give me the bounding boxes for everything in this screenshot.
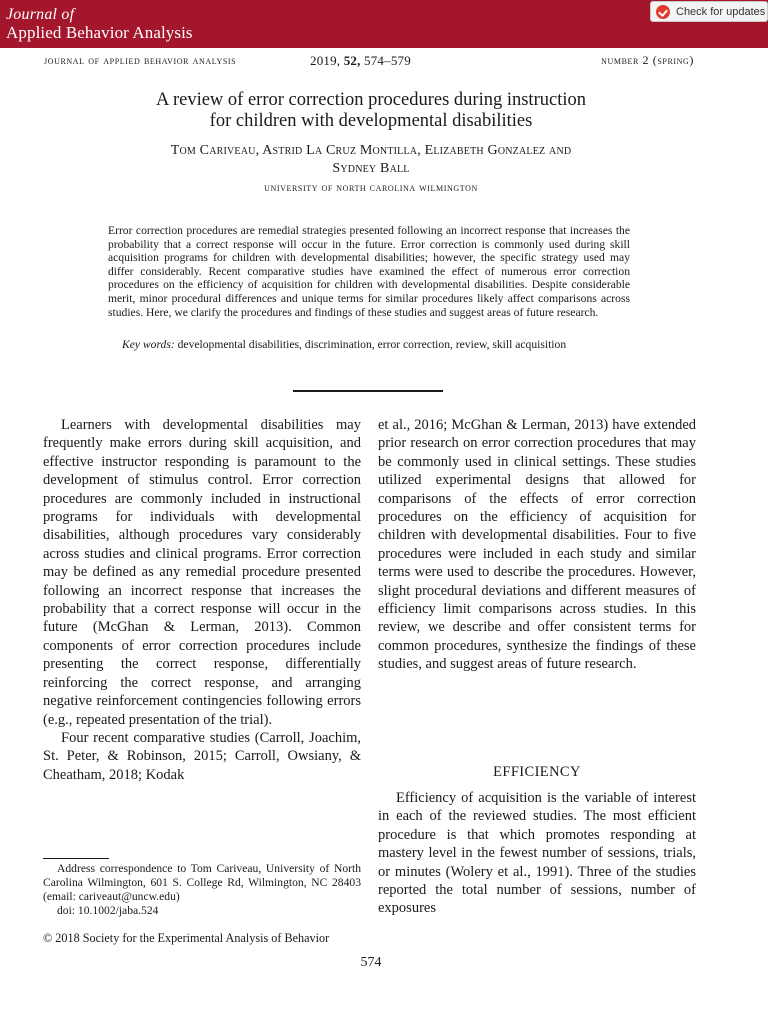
authors-line2: Sydney Ball (332, 161, 410, 176)
body-left-column (43, 416, 361, 784)
footnote-doi[interactable]: doi: 10.1002/jaba.524 (57, 904, 159, 917)
article-authors (0, 142, 742, 178)
running-head-citation (310, 53, 411, 69)
article-title (0, 90, 742, 132)
check-circle-icon (656, 5, 670, 19)
page-number: 574 (360, 955, 382, 970)
check-for-updates-label: Check for updates (676, 5, 766, 18)
section-divider (293, 390, 443, 392)
body-right-column (378, 416, 696, 674)
body-paragraph: Four recent comparative studies (Carroll, Joachim, St. Peter, & Robinson, 2015; Carroll, Owsiany, & Cheatham, 2018; Kodak (43, 729, 361, 783)
keywords (108, 338, 630, 352)
authors-line1: Tom Cariveau, Astrid La Cruz Montilla, Elizabeth Gonzalez and (170, 143, 572, 158)
journal-logo-line2: Applied Behavior Analysis (6, 23, 193, 42)
body-paragraph: Learners with developmental disabilities may frequently make errors during skill acquisition, and effective instructor responding is paramount to the development of stimulus control. Error correction procedures are commonly included in instructional programs for individuals with developmental disabilities, although procedures vary considerably across studies and clinical programs. Error correction may be defined as any remedial procedure presented following an incorrect response that increases the probability that a correct response will occur in the future (McGhan & Lerman, 2013). Common components of error correction procedures include presenting the correct response, differentially reinforcing the correct response, and arranging negative reinforcement contingencies following errors (e.g., repeated presentation of the trial). (43, 417, 361, 728)
running-head-pages: 574–579 (364, 53, 411, 68)
body-right-column-continued (378, 789, 696, 918)
body-paragraph: Efficiency of acquisition is the variable of interest in each of the reviewed studies. The most efficient procedure is that which promotes responding at mastery level in the fewest number of sessions, trials, or minutes (Wolery et al., 1991). Three of the studies reported the total number of sessions, number of exposures (378, 790, 696, 917)
journal-logo-line1: Journal of (6, 6, 75, 23)
keywords-text: developmental disabilities, discrimination, error correction, review, skill acquisition (177, 338, 567, 351)
section-heading-efficiency: EFFICIENCY (493, 764, 581, 780)
abstract (108, 224, 630, 319)
check-for-updates-button[interactable] (650, 1, 768, 22)
article-title-line2: for children with developmental disabilities (209, 111, 533, 131)
body-paragraph: et al., 2016; McGhan & Lerman, 2013) have extended prior research on error correction procedures that may be commonly used in clinical settings. These studies utilized experimental designs that allowed for comparisons of the effects of error correction procedures on the efficiency of acquisition for children with developmental disabilities. Four to five procedures were included in each study and similar terms were used to describe the procedures. However, slight procedural deviations and different measures of efficiency limit comparisons across studies. In this review, we describe and offer consistent terms for common procedures, synthesize the findings of these studies, and suggest areas of future research. (378, 417, 696, 673)
running-head-year: 2019, (310, 53, 341, 68)
running-head-volume: 52, (343, 53, 361, 68)
journal-logo (6, 7, 193, 41)
article-title-line1: A review of error correction procedures during instruction (156, 90, 586, 110)
footnote-text: Address correspondence to Tom Cariveau, University of North Carolina Wilmington, 601 S. College Rd, Wilmington, NC 28403 (email: cariveaut@uncw.edu) (43, 862, 361, 903)
abstract-text: Error correction procedures are remedial strategies presented following an incorrect response that increases the probability that a correct response will occur in the future. Error correction is commonly used during skill acquisition programs for children with developmental disabilities; however, the specific strategy used may differ considerably. Recent comparative studies have examined the effect of numerous error correction procedures on the efficiency of acquisition for children with developmental disabilities. Despite considerable merit, minor procedural differences and unique terms for similar procedures likely affect comparisons across studies. Here, we clarify the procedures and findings of these studies and suggest areas of future research. (108, 224, 630, 319)
running-head-issue: number 2 (spring) (601, 53, 694, 67)
keywords-label: Key words: (122, 338, 175, 351)
author-affiliation: university of north carolina wilmington (264, 182, 478, 194)
footnote-correspondence (43, 862, 361, 904)
running-head-journal: journal of applied behavior analysis (44, 53, 237, 67)
footnote-divider (43, 858, 109, 859)
copyright-notice: © 2018 Society for the Experimental Analysis of Behavior (43, 931, 330, 945)
